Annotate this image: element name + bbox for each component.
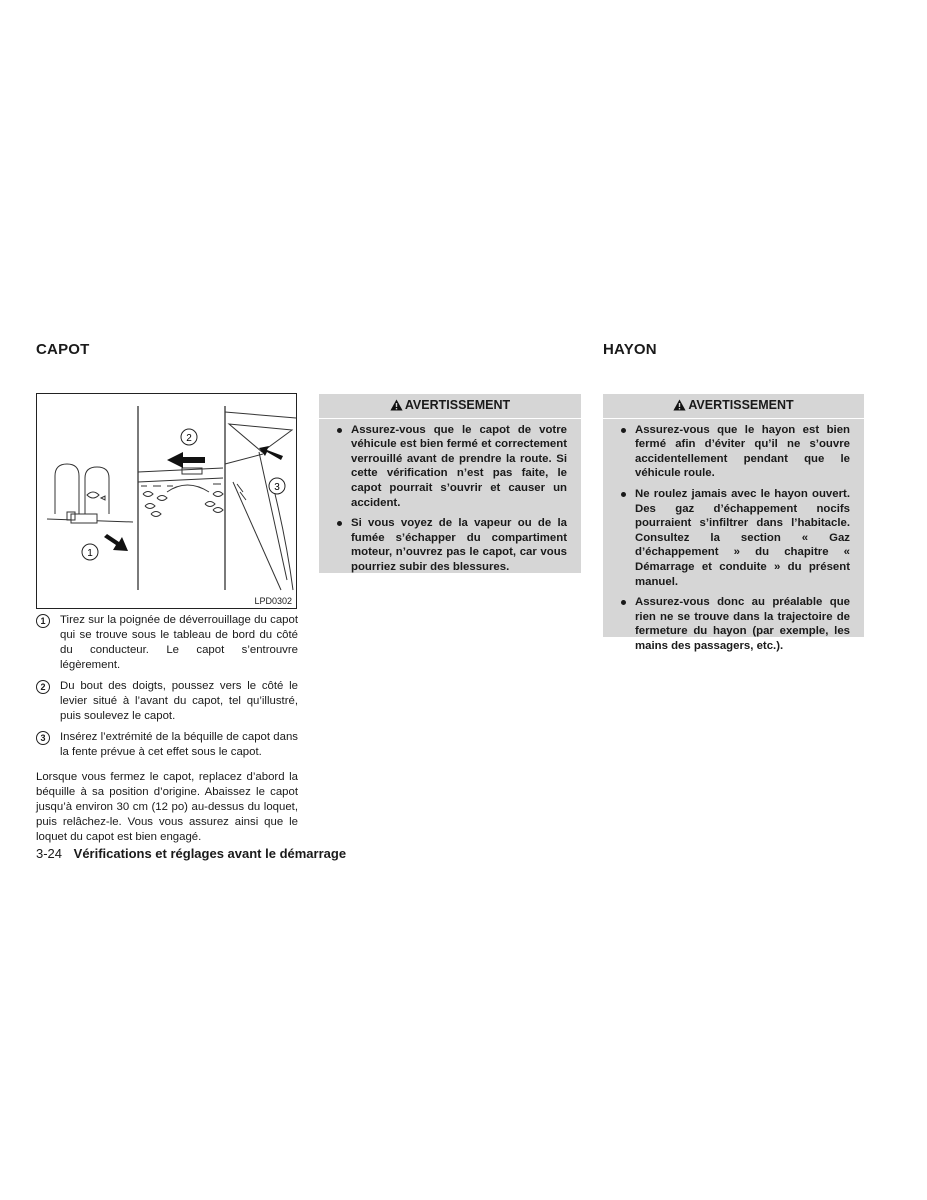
pedal-illustration xyxy=(47,464,133,523)
warning-title-text: AVERTISSEMENT xyxy=(404,398,511,412)
warning-triangle-icon xyxy=(673,399,686,411)
hayon-heading: HAYON xyxy=(603,341,657,358)
callout-3: 3 xyxy=(274,482,280,493)
list-item: Si vous voyez de la vapeur ou de la fumée s’échapper du compartiment moteur, n’ouvrez pas le capot, car vous pourriez subir des blessures. xyxy=(335,516,567,574)
step-text: Du bout des doigts, poussez vers le côté le levier situé à l’avant du capot, tel qu’illustré, puis soulevez le capot. xyxy=(60,680,298,722)
hood-release-figure xyxy=(36,393,297,609)
list-item: Assurez-vous que le capot de votre véhicule est bien fermé et correctement verrouillé avant de prendre la route. Si cette vérification n’est pas faite, le capot pourrait s’ouvrir et causer un accident. xyxy=(335,423,567,511)
warning-triangle-icon xyxy=(390,399,403,411)
callout-2: 2 xyxy=(186,433,192,444)
capot-heading: CAPOT xyxy=(36,341,90,358)
arrow-icon xyxy=(259,446,283,460)
step-text: Insérez l’extrémité de la béquille de capot dans la fente prévue à cet effet sous le capot. xyxy=(60,731,298,758)
list-item: Assurez-vous donc au préalable que rien ne se trouve dans la trajectoire de fermeture du hayon (par exemple, les mains des passagers, etc.). xyxy=(619,595,850,653)
capot-warning-box xyxy=(319,394,581,573)
page-footer xyxy=(36,846,346,861)
list-item xyxy=(36,679,298,724)
arrow-icon xyxy=(104,534,128,551)
hood-steps-list xyxy=(36,613,298,766)
step-number: 1 xyxy=(36,614,50,628)
hood-release-illustration xyxy=(37,394,296,608)
step-text: Tirez sur la poignée de déverrouillage du capot qui se trouve sous le tableau de bord du côté du conducteur. Le capot s’entrouvre légèrement. xyxy=(60,614,298,671)
hayon-warning-box xyxy=(603,394,864,652)
grille-illustration xyxy=(138,468,223,517)
list-item xyxy=(36,613,298,673)
figure-code: LPD0302 xyxy=(254,596,292,606)
list-item: Ne roulez jamais avec le hayon ouvert. Des gaz d’échappement nocifs pourraient s’infiltrer dans l’habitacle. Consultez la section « Gaz d’échappement » du chapitre « Démarrage et conduite » du présent manuel. xyxy=(619,487,850,589)
warning-title xyxy=(319,398,581,419)
step-number: 2 xyxy=(36,680,50,694)
callout-1: 1 xyxy=(87,548,93,559)
warning-title-text: AVERTISSEMENT xyxy=(688,398,794,412)
arrow-icon xyxy=(167,452,205,468)
section-title: Vérifications et réglages avant le démarrage xyxy=(73,846,347,861)
step-number: 3 xyxy=(36,731,50,745)
hood-stay-illustration xyxy=(225,412,296,590)
list-item xyxy=(36,730,298,760)
page-number: 3-24 xyxy=(36,846,63,861)
warning-title xyxy=(603,398,864,419)
closing-paragraph: Lorsque vous fermez le capot, replacez d’abord la béquille à sa position d’origine. Abaissez le capot jusqu’à environ 30 cm (12 po) au-dessus du loquet, puis relâchez-le. Vous vous assurez ainsi que le loquet du capot est bien engagé. xyxy=(36,771,298,843)
list-item: Assurez-vous que le hayon est bien fermé afin d’éviter qu’il ne s’ouvre accidentellement pendant que le véhicule roule. xyxy=(619,423,850,481)
